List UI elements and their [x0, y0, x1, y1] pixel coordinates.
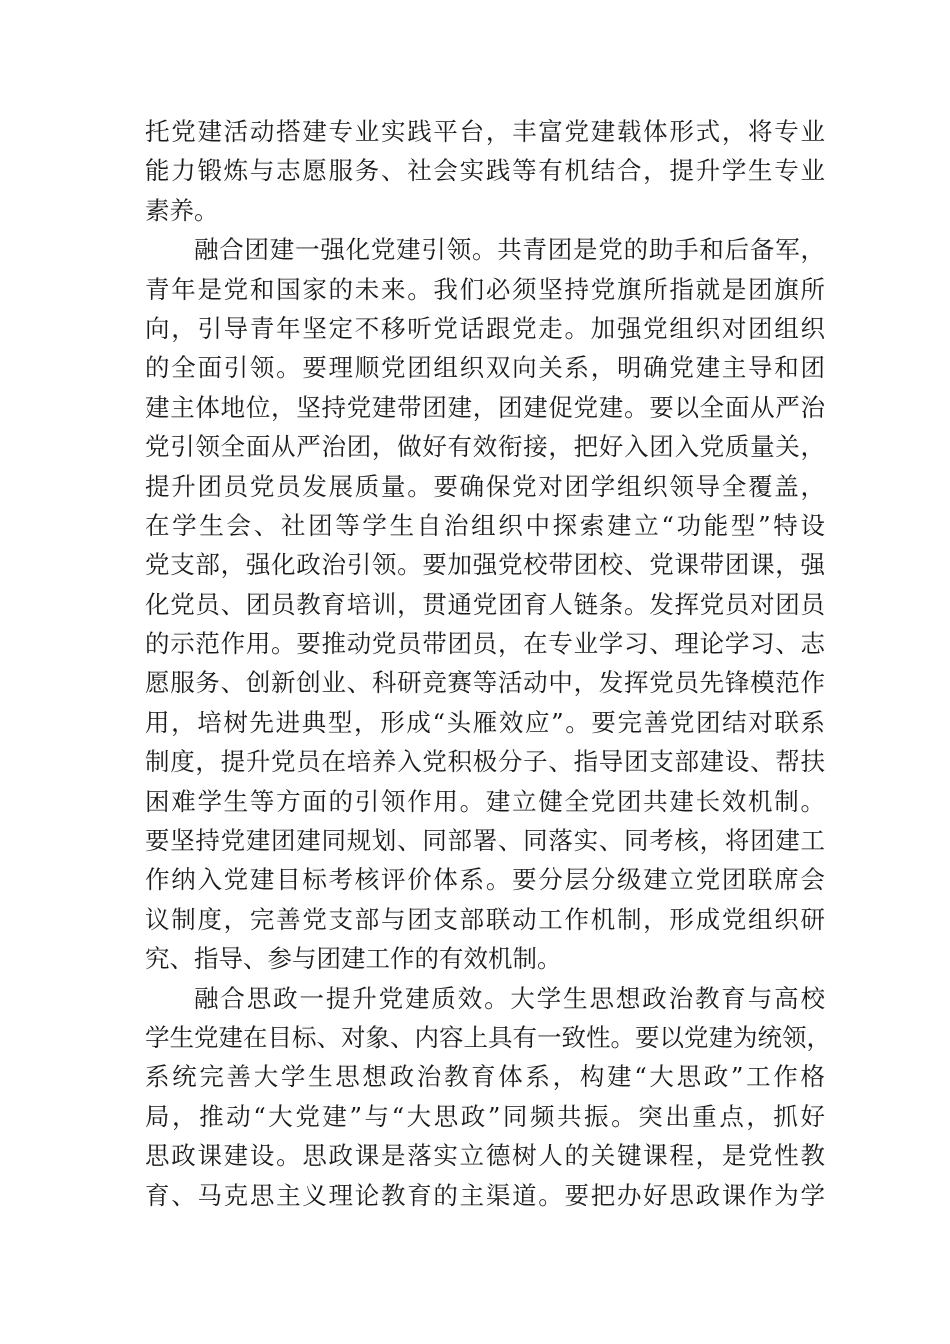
document-body [145, 112, 831, 1215]
text-line: 议制度，完善党支部与团支部联动工作机制，形成党组织研 [145, 904, 825, 934]
text-line: 青年是党和国家的未来。我们必须坚持党旗所指就是团旗所 [145, 274, 825, 304]
text-line: 制度，提升党员在培养入党积极分子、指导团支部建设、帮扶 [145, 747, 825, 777]
text-line: 思政课建设。思政课是落实立德树人的关键课程，是党性教 [145, 1141, 825, 1171]
paragraph-first-line: 融合思政一提升党建质效。大学生思想政治教育与高校 [194, 983, 825, 1013]
text-line: 系统完善大学生思想政治教育体系，构建“大思政”工作格 [145, 1062, 825, 1092]
text-line: 党引领全面从严治团，做好有效衔接，把好入团入党质量关， [145, 432, 825, 462]
text-line: 究、指导、参与团建工作的有效机制。 [145, 944, 562, 974]
text-line: 的全面引领。要理顺党团组织双向关系，明确党建主导和团 [145, 353, 825, 383]
text-line: 党支部，强化政治引领。要加强党校带团校、党课带团课，强 [145, 550, 825, 580]
text-line: 的示范作用。要推动党员带团员，在专业学习、理论学习、志 [145, 629, 825, 659]
text-line: 素养。 [145, 195, 219, 225]
text-line: 向，引导青年坚定不移听党话跟党走。加强党组织对团组织 [145, 313, 825, 343]
text-line: 育、马克思主义理论教育的主渠道。要把办好思政课作为学 [145, 1180, 825, 1210]
text-line: 提升团员党员发展质量。要确保党对团学组织领导全覆盖， [145, 471, 825, 501]
text-line: 能力锻炼与志愿服务、社会实践等有机结合，提升学生专业 [145, 156, 825, 186]
paragraph-first-line: 融合团建一强化党建引领。共青团是党的助手和后备军， [194, 235, 825, 265]
text-line: 作纳入党建目标考核评价体系。要分层分级建立党团联席会 [145, 865, 825, 895]
text-line: 愿服务、创新创业、科研竞赛等活动中，发挥党员先锋模范作 [145, 668, 825, 698]
text-line: 在学生会、社团等学生自治组织中探索建立“功能型”特设 [145, 510, 825, 540]
text-line: 局，推动“大党建”与“大思政”同频共振。突出重点，抓好 [145, 1101, 825, 1131]
text-line: 用，培树先进典型，形成“头雁效应”。要完善党团结对联系 [145, 707, 825, 737]
text-line: 建主体地位，坚持党建带团建，团建促党建。要以全面从严治 [145, 392, 825, 422]
text-line: 学生党建在目标、对象、内容上具有一致性。要以党建为统领， [145, 1022, 831, 1052]
text-line: 困难学生等方面的引领作用。建立健全党团共建长效机制。 [145, 786, 825, 816]
text-line: 要坚持党建团建同规划、同部署、同落实、同考核，将团建工 [145, 826, 825, 856]
text-line: 化党员、团员教育培训，贯通党团育人链条。发挥党员对团员 [145, 589, 825, 619]
text-line: 托党建活动搭建专业实践平台，丰富党建载体形式，将专业 [145, 117, 825, 146]
